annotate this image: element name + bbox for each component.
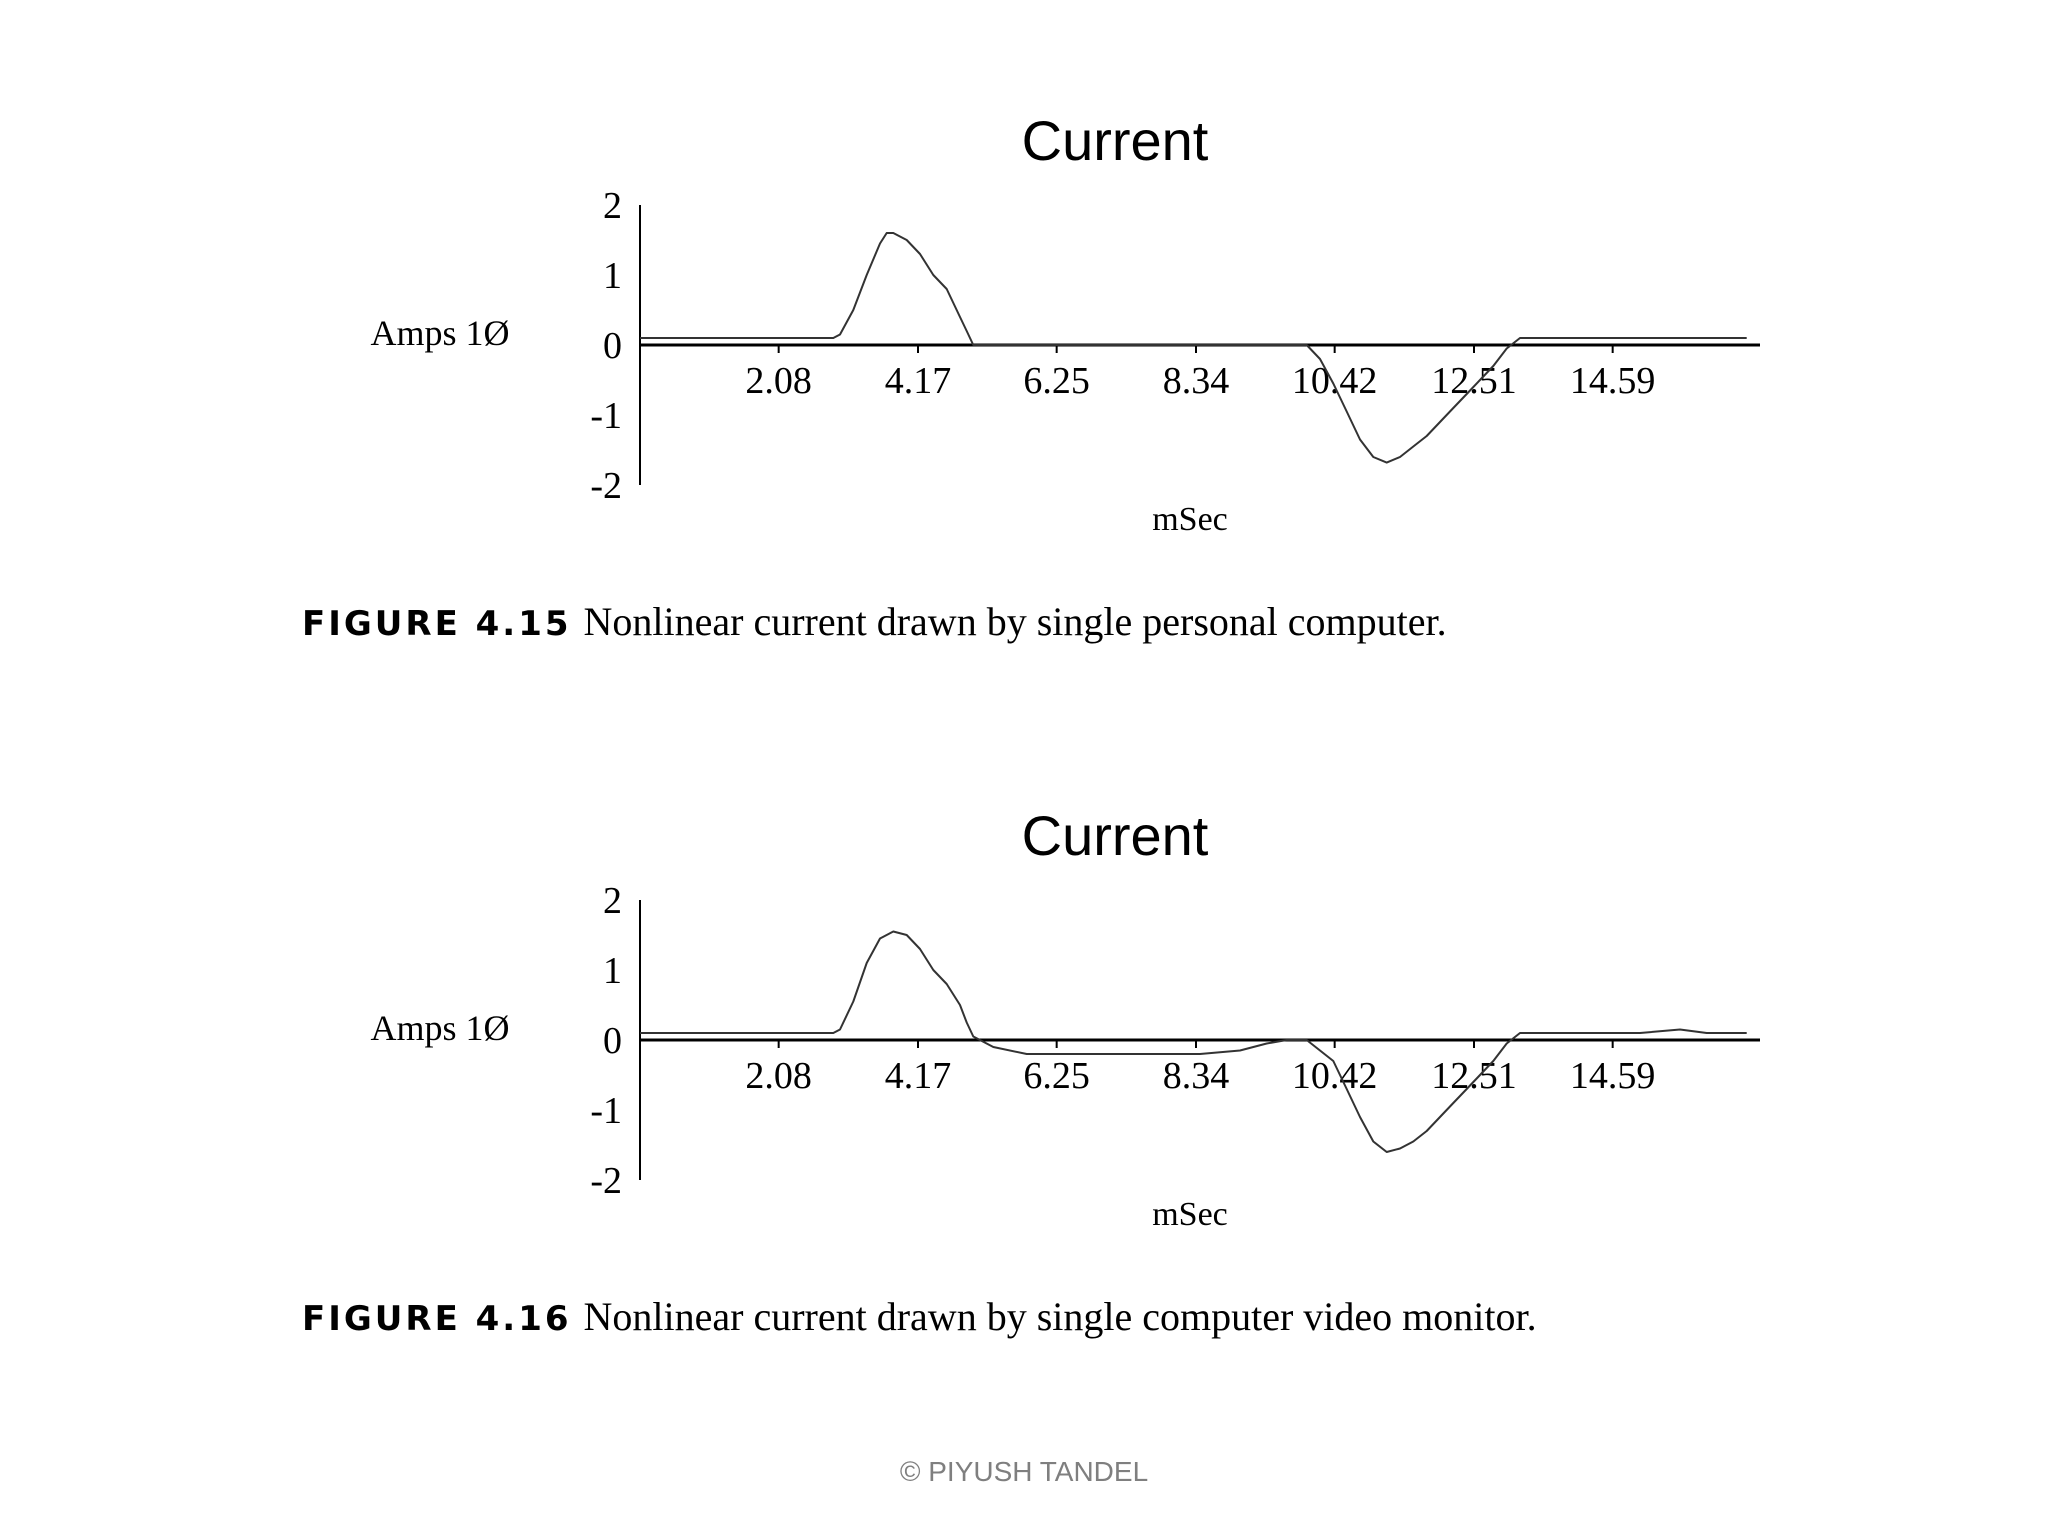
x-tick-label: 8.34 [1162,360,1230,402]
y-tick-label: -1 [590,1090,622,1132]
y-axis-label: Amps 1Ø [370,1008,510,1048]
x-tick-label: 6.25 [1023,360,1090,402]
figure-caption-4-15 [302,598,1447,645]
x-axis-label: mSec [1152,501,1228,538]
current-series-line [640,233,1747,463]
x-tick-label: 4.17 [884,360,952,402]
y-tick-label: -2 [590,1160,622,1202]
figure-label: FIGURE 4.15 [302,604,572,644]
figure-caption-text: Nonlinear current drawn by single personal computer. [583,599,1447,644]
y-axis-label: Amps 1Ø [370,313,510,353]
x-tick-label: 10.42 [1291,1055,1378,1097]
x-tick-label: 14.59 [1569,360,1656,402]
y-tick-label: 0 [603,325,622,367]
y-tick-label: 1 [603,950,622,992]
x-tick-label: 10.42 [1291,360,1378,402]
y-tick-label: 1 [603,255,622,297]
x-axis-label: mSec [1152,1196,1228,1233]
x-tick-label: 12.51 [1431,360,1517,402]
y-tick-label: 2 [603,880,622,922]
chart-title: Current [1021,804,1209,867]
x-tick-label: 4.17 [884,1055,952,1097]
current-chart-figure-4-15 [0,90,2048,650]
y-tick-label: 0 [603,1020,622,1062]
chart-title: Current [1021,109,1209,172]
figure-caption-4-16 [302,1293,1537,1340]
x-tick-label: 6.25 [1023,1055,1090,1097]
figure-label: FIGURE 4.16 [302,1299,572,1339]
x-tick-label: 2.08 [745,1055,812,1097]
x-tick-label: 12.51 [1431,1055,1517,1097]
copyright-footer: © PIYUSH TANDEL [899,1456,1149,1487]
x-tick-label: 8.34 [1162,1055,1230,1097]
current-series-line [640,932,1747,1153]
x-tick-label: 2.08 [745,360,812,402]
x-tick-label: 14.59 [1569,1055,1656,1097]
y-tick-label: 2 [603,185,622,227]
y-tick-label: -1 [590,395,622,437]
figure-caption-text: Nonlinear current drawn by single computer video monitor. [583,1294,1537,1339]
current-chart-figure-4-16 [0,785,2048,1345]
y-tick-label: -2 [590,465,622,507]
